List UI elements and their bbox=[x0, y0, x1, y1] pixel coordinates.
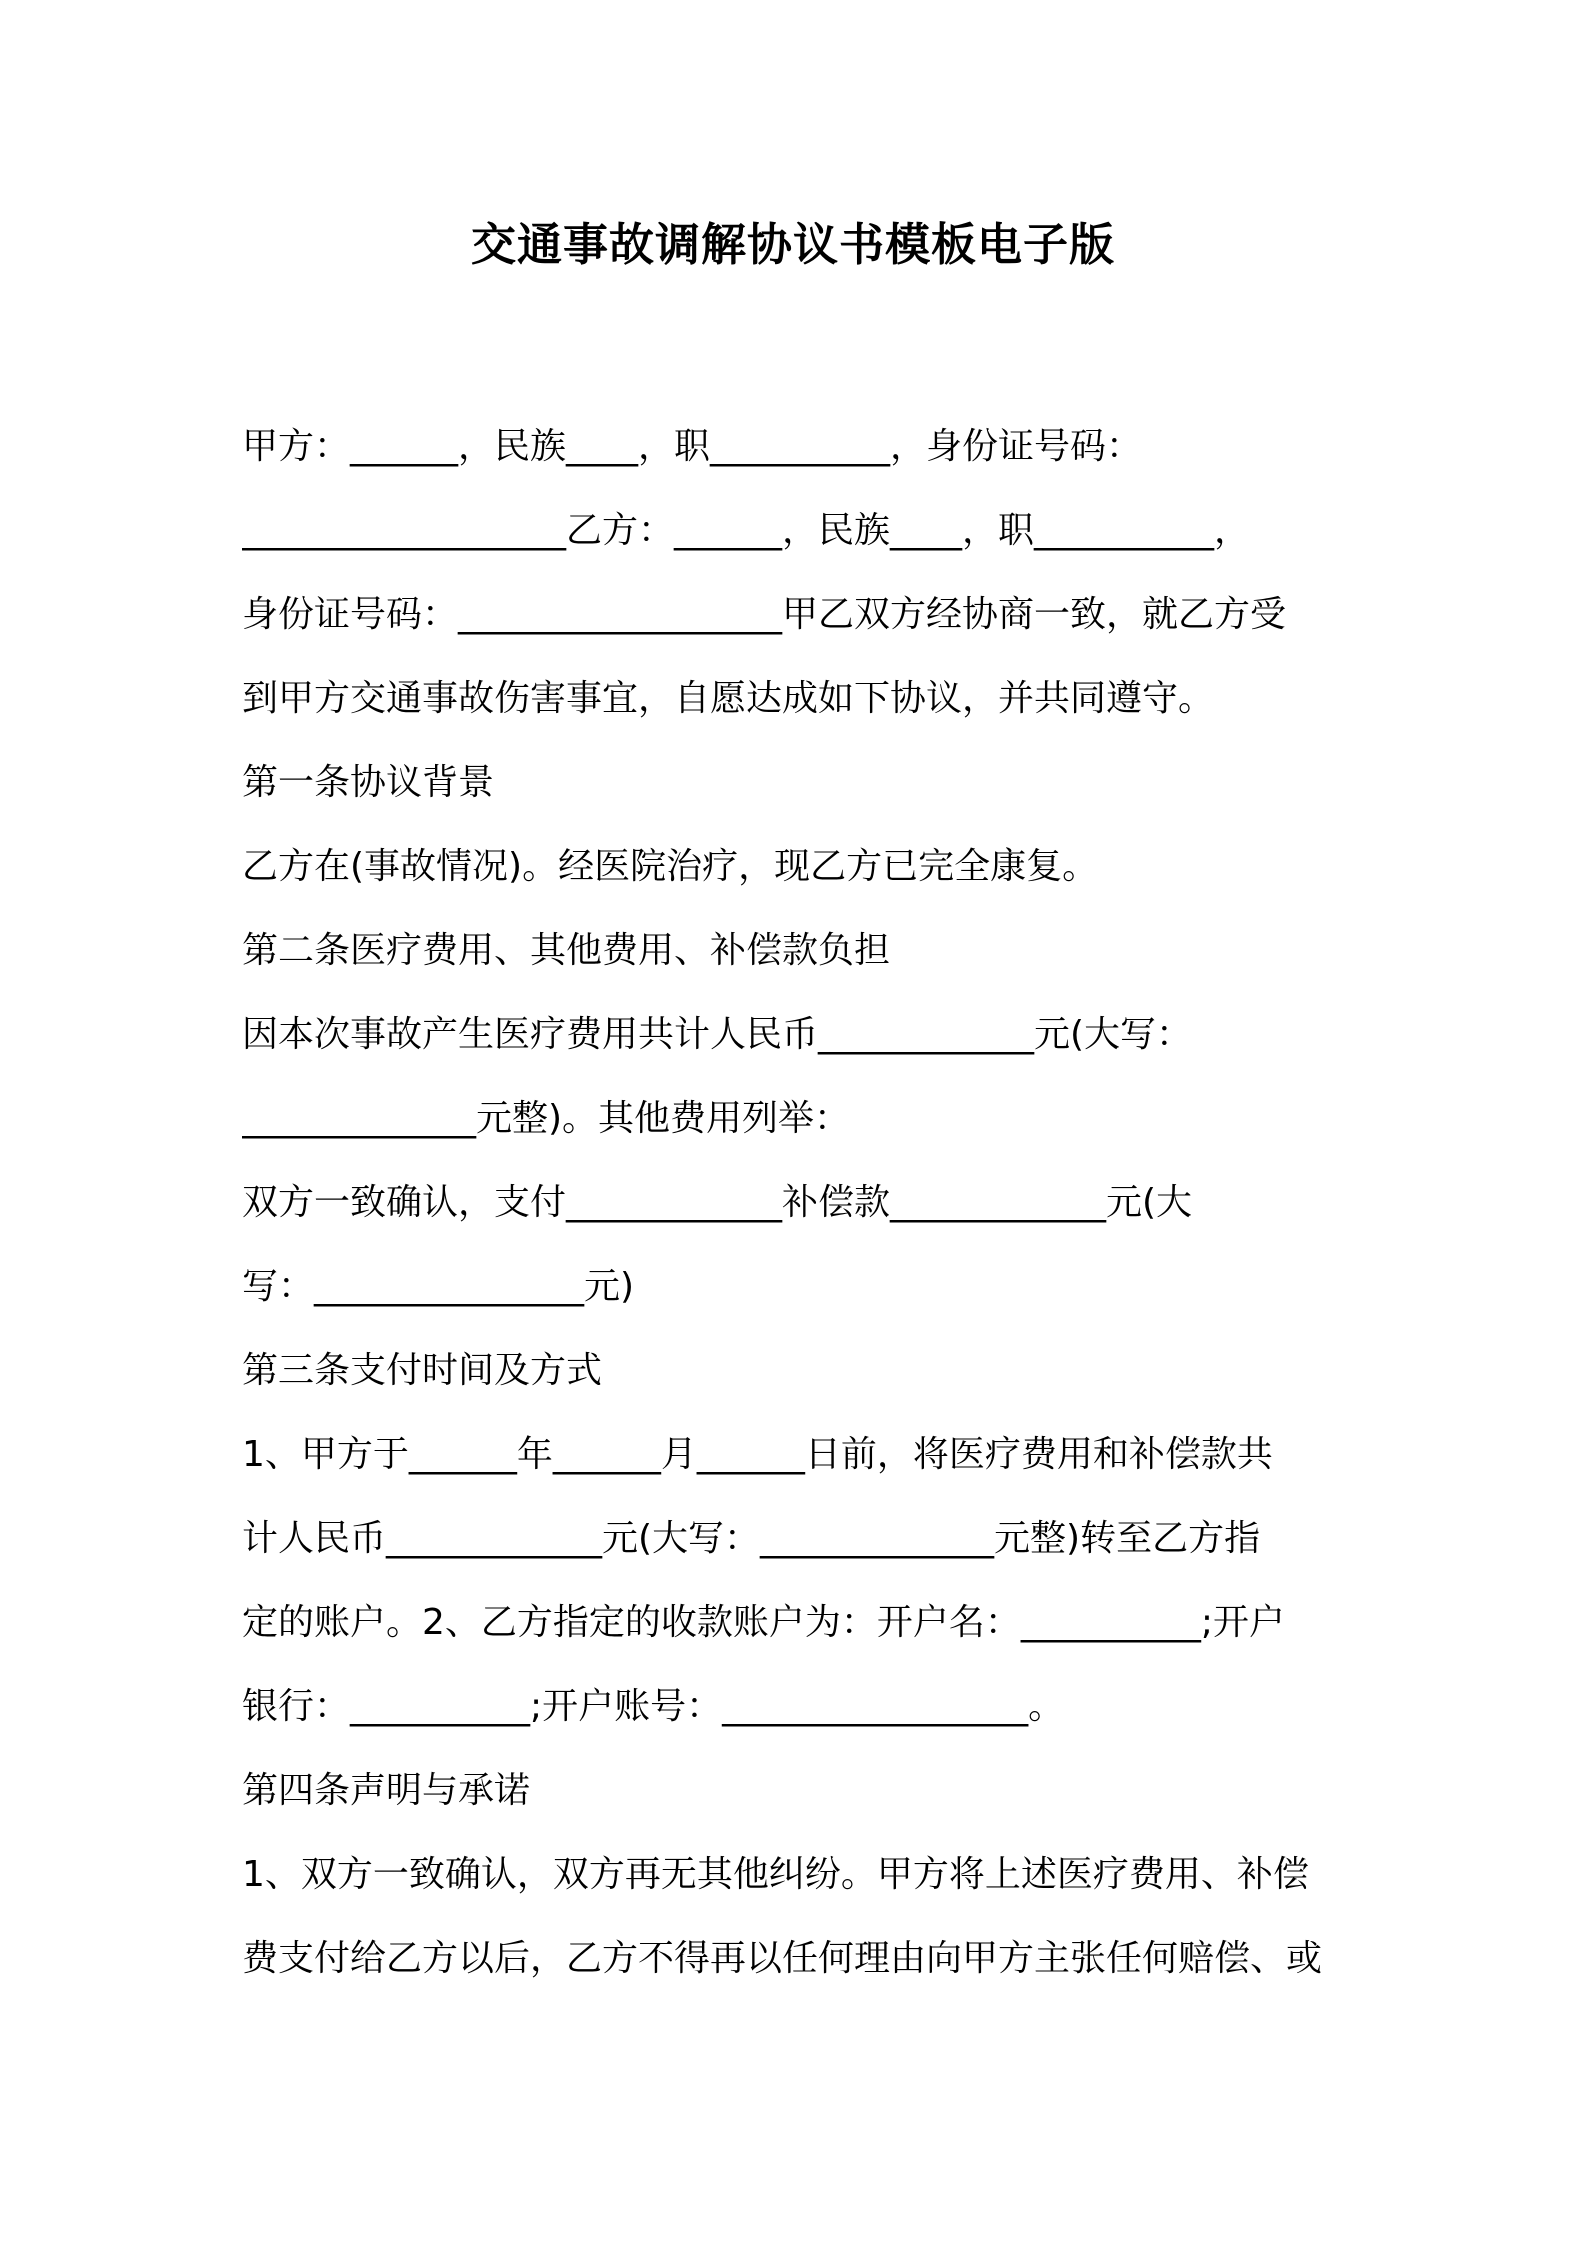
paragraph-line: __________________乙方：______，民族____，职__________， bbox=[242, 510, 1251, 551]
paragraph-line: 定的账户。2、乙方指定的收款账户为：开户名：__________;开户 bbox=[242, 1602, 1286, 1643]
paragraph-line: 1、双方一致确认，双方再无其他纠纷。甲方将上述医疗费用、补偿 bbox=[242, 1854, 1309, 1895]
paragraph-line: 写：_______________元) bbox=[242, 1266, 635, 1307]
paragraph-line: 1、甲方于______年______月______日前，将医疗费用和补偿款共 bbox=[242, 1434, 1273, 1475]
section-heading-2: 第二条医疗费用、其他费用、补偿款负担 bbox=[242, 930, 891, 971]
document-body bbox=[242, 405, 1362, 2001]
paragraph-line: 费支付给乙方以后，乙方不得再以任何理由向甲方主张任何赔偿、或 bbox=[242, 1938, 1323, 1979]
paragraph-line: 因本次事故产生医疗费用共计人民币____________元(大写： bbox=[242, 1014, 1193, 1055]
paragraph-line: 双方一致确认，支付____________补偿款____________元(大 bbox=[242, 1182, 1193, 1223]
document-title: 交通事故调解协议书模板电子版 bbox=[470, 218, 1115, 271]
section-heading-3: 第三条支付时间及方式 bbox=[242, 1350, 603, 1391]
paragraph-line: 身份证号码：__________________甲乙双方经协商一致，就乙方受 bbox=[242, 594, 1287, 635]
section-heading-1: 第一条协议背景 bbox=[242, 762, 495, 803]
paragraph-line: 计人民币____________元(大写：_____________元整)转至乙方指 bbox=[242, 1518, 1261, 1559]
paragraph-line: 乙方在(事故情况)。经医院治疗，现乙方已完全康复。 bbox=[242, 846, 1099, 887]
paragraph-line: _____________元整)。其他费用列举： bbox=[242, 1098, 851, 1139]
paragraph-line: 甲方：______，民族____，职__________，身份证号码： bbox=[242, 426, 1143, 467]
paragraph-line: 银行：__________;开户账号：_________________。 bbox=[242, 1686, 1065, 1727]
section-heading-4: 第四条声明与承诺 bbox=[242, 1770, 531, 1811]
paragraph-line: 到甲方交通事故伤害事宜，自愿达成如下协议，并共同遵守。 bbox=[242, 678, 1215, 719]
